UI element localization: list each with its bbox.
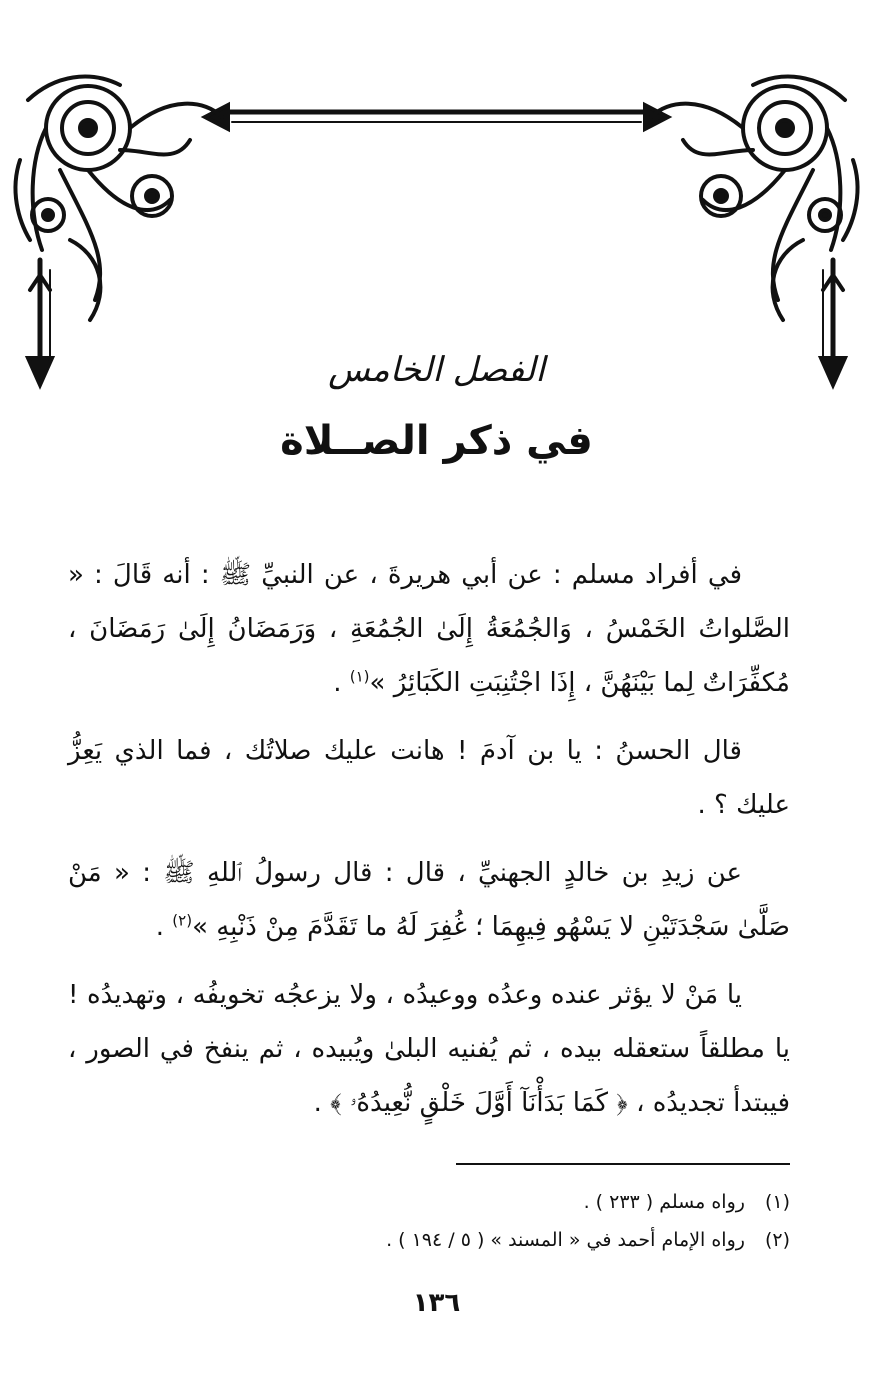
paragraph-4: [68, 968, 790, 1130]
paragraph-1-end: .: [333, 668, 350, 698]
footnote-2-number: (٢): [764, 1229, 790, 1251]
chapter-heading: الفصل الخامس: [328, 350, 545, 390]
footnote-ref-2: (٢): [172, 911, 193, 930]
footnote-ref-1: (١): [349, 667, 370, 686]
paragraph-3-end: .: [155, 912, 173, 942]
paragraph-1-text: في أفراد مسلم : عن أبي هريرةَ ، عن النبيِّ ﷺ : أنه قَالَ : « الصَّلواتُ الخَمْسُ ، وَالجُمُعَةُ إِلَىٰ الجُمُعَةِ ، وَرَمَضَانُ إِلَىٰ رَمَضَانَ ، مُكفِّرَاتٌ لِما بَيْنَهُنَّ ، إِذَا اجْتُنِبَتِ الكَبَائِرُ »: [68, 560, 790, 698]
decorative-frame-ornament: [0, 0, 873, 400]
right-corner-ornament: [651, 77, 858, 385]
chapter-title: في ذكر الصــلاة: [280, 418, 593, 464]
paragraph-2-text: قال الحسنُ : يا بن آدمَ ! هانت عليك صلاتُك ، فما الذي يَعِزُّ عليك ؟ .: [68, 736, 790, 820]
paragraph-3-text: عن زيدِ بن خالدٍ الجهنيِّ ، قال : قال رسولُ ٱللهِ ﷺ : « مَنْ صَلَّىٰ سَجْدَتَيْنِ لا يَسْهُو فِيهِمَا ؛ غُفِرَ لَهُ ما تَقَدَّمَ مِنْ ذَنْبِهِ »: [68, 858, 790, 942]
footnote-1: [68, 1183, 790, 1221]
footnote-2: [68, 1221, 790, 1259]
paragraph-2: [68, 724, 790, 832]
footnote-2-text: رواه الإمام أحمد في « المسند » ( ٥ / ١٩٤ ) .: [386, 1229, 745, 1251]
footnotes: [68, 1183, 790, 1259]
footnote-divider: [456, 1163, 790, 1165]
paragraph-4-text: يا مَنْ لا يؤثر عنده وعدُه ووعيدُه ، ولا يزعجُه تخويفُه ، وتهديدُه ! يا مطلقاً ستعقله بيده ، ثم يُفنيه البلىٰ ويُبيده ، ثم ينفخ في الصور ، فيبتدأ تجديدُه ، ﴿ كَمَا بَدَأْنَآ أَوَّلَ خَلْقٍ نُّعِيدُهُۥ ﴾ .: [68, 980, 790, 1118]
paragraph-3: [68, 846, 790, 954]
left-corner-ornament: [15, 77, 222, 385]
footnote-1-number: (١): [764, 1191, 790, 1213]
footnote-1-text: رواه مسلم ( ٢٣٣ ) .: [583, 1191, 745, 1213]
page-number: ١٣٦: [412, 1288, 461, 1318]
paragraph-1: [68, 548, 790, 710]
body-text: [68, 548, 790, 1144]
